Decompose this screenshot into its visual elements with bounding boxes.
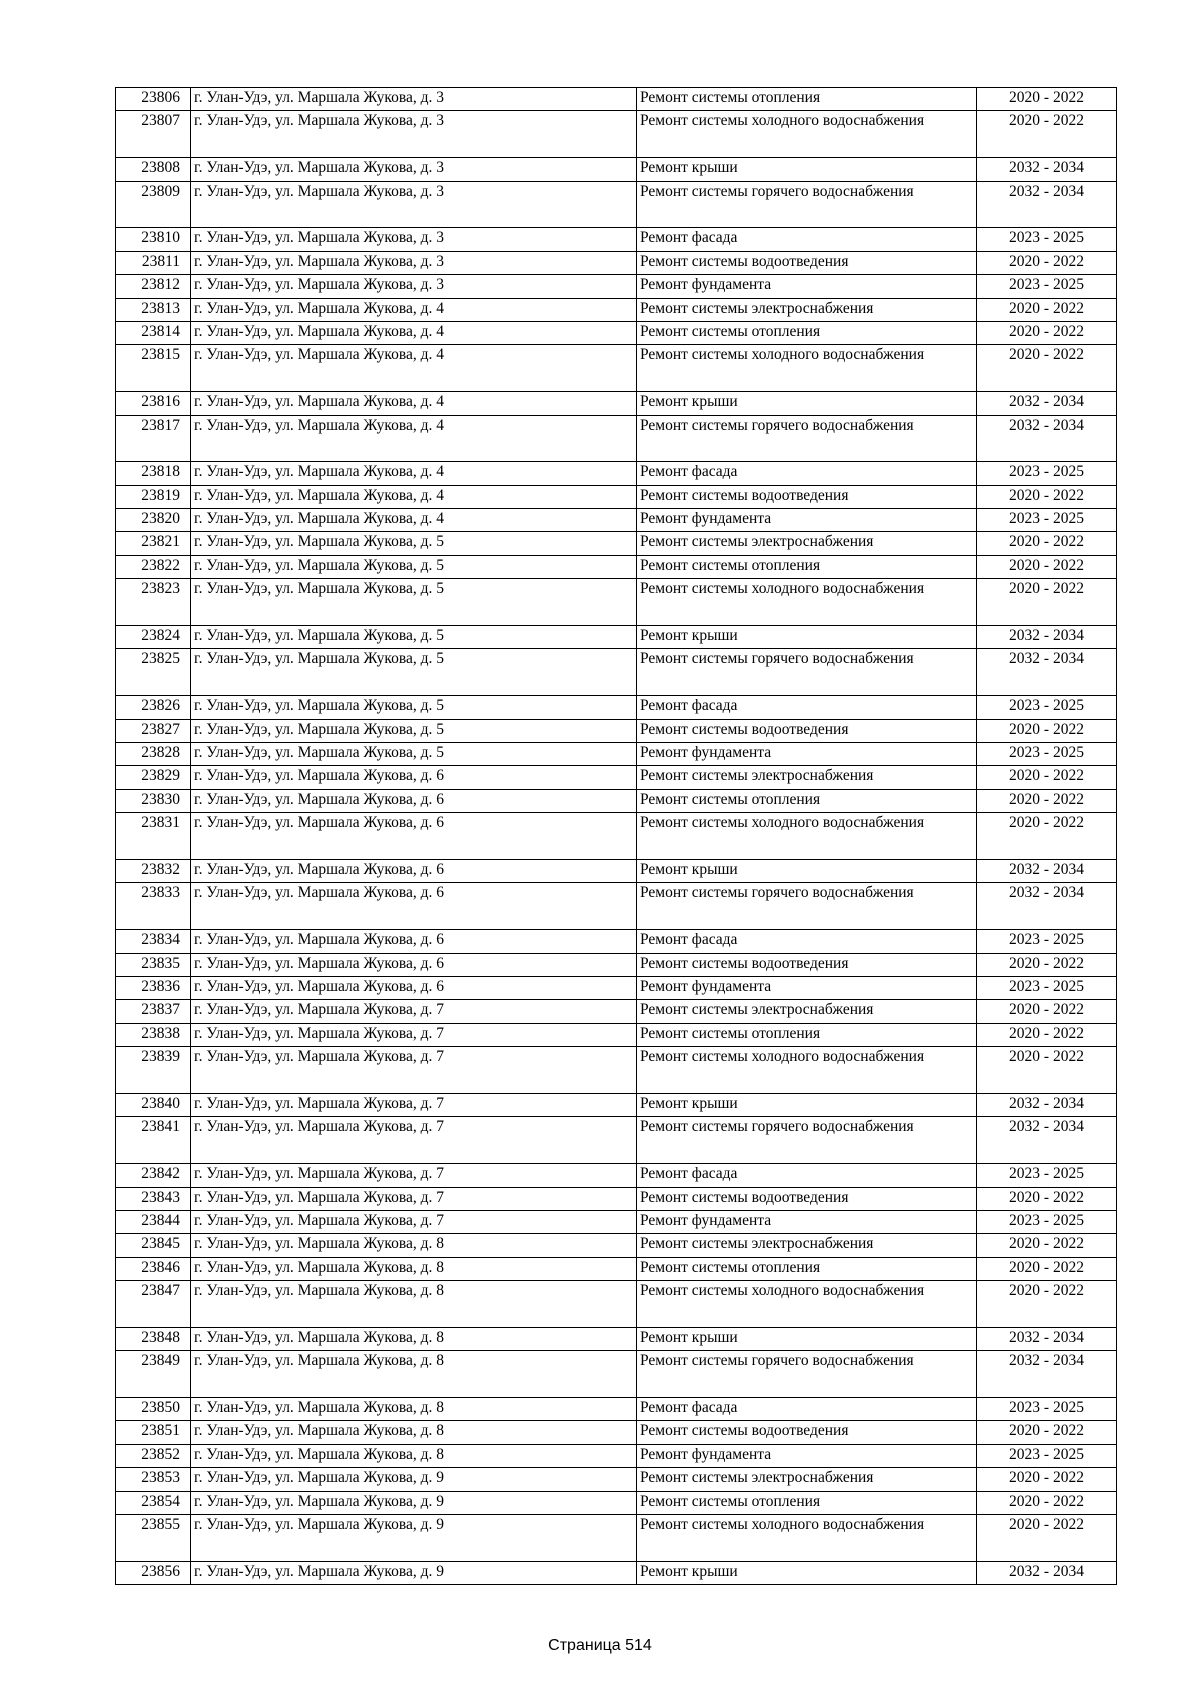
table-row (116, 719, 1117, 742)
address-cell: г. Улан-Удэ, ул. Маршала Жукова, д. 7 (191, 1093, 637, 1116)
row-number-cell: 23840 (116, 1093, 191, 1116)
work-type-cell: Ремонт системы горячего водоснабжения (637, 649, 977, 696)
row-number-cell: 23806 (116, 88, 191, 111)
work-type-cell: Ремонт фасада (637, 1398, 977, 1421)
row-number-cell: 23851 (116, 1421, 191, 1444)
period-cell: 2032 - 2034 (977, 1327, 1117, 1350)
work-type-cell: Ремонт системы отопления (637, 321, 977, 344)
period-cell: 2032 - 2034 (977, 1093, 1117, 1116)
address-cell: г. Улан-Удэ, ул. Маршала Жукова, д. 5 (191, 555, 637, 578)
row-number-cell: 23822 (116, 555, 191, 578)
address-cell: г. Улан-Удэ, ул. Маршала Жукова, д. 4 (191, 415, 637, 462)
row-number-cell: 23811 (116, 251, 191, 274)
row-number-cell: 23842 (116, 1164, 191, 1187)
address-cell: г. Улан-Удэ, ул. Маршала Жукова, д. 5 (191, 719, 637, 742)
page-number: Страница 514 (548, 1637, 652, 1654)
address-cell: г. Улан-Удэ, ул. Маршала Жукова, д. 7 (191, 1047, 637, 1094)
period-cell: 2020 - 2022 (977, 88, 1117, 111)
address-cell: г. Улан-Удэ, ул. Маршала Жукова, д. 4 (191, 509, 637, 532)
period-cell: 2020 - 2022 (977, 321, 1117, 344)
work-type-cell: Ремонт системы отопления (637, 1491, 977, 1514)
period-cell: 2020 - 2022 (977, 251, 1117, 274)
period-cell: 2020 - 2022 (977, 485, 1117, 508)
address-cell: г. Улан-Удэ, ул. Маршала Жукова, д. 9 (191, 1561, 637, 1584)
period-cell: 2032 - 2034 (977, 1351, 1117, 1398)
work-type-cell: Ремонт системы горячего водоснабжения (637, 883, 977, 930)
address-cell: г. Улан-Удэ, ул. Маршала Жукова, д. 7 (191, 1000, 637, 1023)
work-type-cell: Ремонт системы водоотведения (637, 953, 977, 976)
address-cell: г. Улан-Удэ, ул. Маршала Жукова, д. 8 (191, 1398, 637, 1421)
period-cell: 2023 - 2025 (977, 1398, 1117, 1421)
table-row (116, 1047, 1117, 1094)
table-row (116, 1468, 1117, 1491)
work-type-cell: Ремонт системы холодного водоснабжения (637, 345, 977, 392)
address-cell: г. Улан-Удэ, ул. Маршала Жукова, д. 5 (191, 743, 637, 766)
row-number-cell: 23849 (116, 1351, 191, 1398)
table-row (116, 953, 1117, 976)
table-row (116, 1351, 1117, 1398)
address-cell: г. Улан-Удэ, ул. Маршала Жукова, д. 3 (191, 88, 637, 111)
row-number-cell: 23831 (116, 813, 191, 860)
row-number-cell: 23841 (116, 1117, 191, 1164)
row-number-cell: 23853 (116, 1468, 191, 1491)
work-type-cell: Ремонт системы горячего водоснабжения (637, 1117, 977, 1164)
table-row (116, 345, 1117, 392)
table-row (116, 228, 1117, 251)
row-number-cell: 23832 (116, 860, 191, 883)
period-cell: 2020 - 2022 (977, 111, 1117, 158)
period-cell: 2020 - 2022 (977, 1468, 1117, 1491)
work-type-cell: Ремонт системы электроснабжения (637, 298, 977, 321)
period-cell: 2020 - 2022 (977, 555, 1117, 578)
address-cell: г. Улан-Удэ, ул. Маршала Жукова, д. 5 (191, 532, 637, 555)
address-cell: г. Улан-Удэ, ул. Маршала Жукова, д. 7 (191, 1187, 637, 1210)
row-number-cell: 23836 (116, 976, 191, 999)
work-type-cell: Ремонт крыши (637, 1327, 977, 1350)
table-row (116, 275, 1117, 298)
address-cell: г. Улан-Удэ, ул. Маршала Жукова, д. 6 (191, 766, 637, 789)
row-number-cell: 23844 (116, 1210, 191, 1233)
address-cell: г. Улан-Удэ, ул. Маршала Жукова, д. 6 (191, 883, 637, 930)
period-cell: 2032 - 2034 (977, 860, 1117, 883)
row-number-cell: 23833 (116, 883, 191, 930)
period-cell: 2020 - 2022 (977, 953, 1117, 976)
period-cell: 2020 - 2022 (977, 1281, 1117, 1328)
address-cell: г. Улан-Удэ, ул. Маршала Жукова, д. 3 (191, 111, 637, 158)
table-row (116, 111, 1117, 158)
period-cell: 2020 - 2022 (977, 298, 1117, 321)
period-cell: 2023 - 2025 (977, 275, 1117, 298)
period-cell: 2020 - 2022 (977, 766, 1117, 789)
row-number-cell: 23838 (116, 1023, 191, 1046)
period-cell: 2020 - 2022 (977, 579, 1117, 626)
table-row (116, 88, 1117, 111)
period-cell: 2023 - 2025 (977, 743, 1117, 766)
period-cell: 2023 - 2025 (977, 696, 1117, 719)
period-cell: 2020 - 2022 (977, 719, 1117, 742)
table-row (116, 532, 1117, 555)
row-number-cell: 23817 (116, 415, 191, 462)
work-type-cell: Ремонт системы горячего водоснабжения (637, 181, 977, 228)
table-row (116, 626, 1117, 649)
row-number-cell: 23843 (116, 1187, 191, 1210)
table-row (116, 579, 1117, 626)
table-row (116, 930, 1117, 953)
work-type-cell: Ремонт фундамента (637, 1444, 977, 1467)
work-type-cell: Ремонт фундамента (637, 275, 977, 298)
row-number-cell: 23807 (116, 111, 191, 158)
period-cell: 2023 - 2025 (977, 1210, 1117, 1233)
table-row (116, 1491, 1117, 1514)
address-cell: г. Улан-Удэ, ул. Маршала Жукова, д. 7 (191, 1164, 637, 1187)
work-type-cell: Ремонт фасада (637, 462, 977, 485)
table-row (116, 415, 1117, 462)
address-cell: г. Улан-Удэ, ул. Маршала Жукова, д. 8 (191, 1281, 637, 1328)
row-number-cell: 23810 (116, 228, 191, 251)
row-number-cell: 23845 (116, 1234, 191, 1257)
row-number-cell: 23839 (116, 1047, 191, 1094)
address-cell: г. Улан-Удэ, ул. Маршала Жукова, д. 6 (191, 789, 637, 812)
table-row (116, 743, 1117, 766)
row-number-cell: 23815 (116, 345, 191, 392)
table-row (116, 1281, 1117, 1328)
table-row (116, 1093, 1117, 1116)
address-cell: г. Улан-Удэ, ул. Маршала Жукова, д. 3 (191, 275, 637, 298)
table-row (116, 158, 1117, 181)
row-number-cell: 23820 (116, 509, 191, 532)
address-cell: г. Улан-Удэ, ул. Маршала Жукова, д. 8 (191, 1444, 637, 1467)
table-row (116, 789, 1117, 812)
period-cell: 2032 - 2034 (977, 158, 1117, 181)
row-number-cell: 23834 (116, 930, 191, 953)
work-type-cell: Ремонт системы отопления (637, 88, 977, 111)
work-type-cell: Ремонт крыши (637, 158, 977, 181)
row-number-cell: 23808 (116, 158, 191, 181)
table-row (116, 462, 1117, 485)
work-type-cell: Ремонт фундамента (637, 743, 977, 766)
work-type-cell: Ремонт системы электроснабжения (637, 1468, 977, 1491)
address-cell: г. Улан-Удэ, ул. Маршала Жукова, д. 6 (191, 976, 637, 999)
address-cell: г. Улан-Удэ, ул. Маршала Жукова, д. 8 (191, 1257, 637, 1280)
address-cell: г. Улан-Удэ, ул. Маршала Жукова, д. 4 (191, 298, 637, 321)
row-number-cell: 23809 (116, 181, 191, 228)
address-cell: г. Улан-Удэ, ул. Маршала Жукова, д. 6 (191, 930, 637, 953)
table-row (116, 1515, 1117, 1562)
table-row (116, 1257, 1117, 1280)
work-type-cell: Ремонт системы отопления (637, 789, 977, 812)
table-row (116, 181, 1117, 228)
work-type-cell: Ремонт фундамента (637, 509, 977, 532)
table-row (116, 1210, 1117, 1233)
period-cell: 2020 - 2022 (977, 789, 1117, 812)
row-number-cell: 23823 (116, 579, 191, 626)
table-row (116, 1561, 1117, 1584)
work-type-cell: Ремонт фасада (637, 930, 977, 953)
period-cell: 2020 - 2022 (977, 1000, 1117, 1023)
period-cell: 2023 - 2025 (977, 228, 1117, 251)
period-cell: 2032 - 2034 (977, 181, 1117, 228)
row-number-cell: 23850 (116, 1398, 191, 1421)
row-number-cell: 23827 (116, 719, 191, 742)
period-cell: 2023 - 2025 (977, 930, 1117, 953)
work-type-cell: Ремонт системы электроснабжения (637, 1000, 977, 1023)
table-row (116, 1444, 1117, 1467)
address-cell: г. Улан-Удэ, ул. Маршала Жукова, д. 8 (191, 1421, 637, 1444)
period-cell: 2020 - 2022 (977, 1491, 1117, 1514)
table-row (116, 1327, 1117, 1350)
period-cell: 2023 - 2025 (977, 1444, 1117, 1467)
row-number-cell: 23852 (116, 1444, 191, 1467)
period-cell: 2032 - 2034 (977, 626, 1117, 649)
table-row (116, 649, 1117, 696)
address-cell: г. Улан-Удэ, ул. Маршала Жукова, д. 4 (191, 462, 637, 485)
address-cell: г. Улан-Удэ, ул. Маршала Жукова, д. 5 (191, 579, 637, 626)
table-row (116, 555, 1117, 578)
table-row (116, 813, 1117, 860)
address-cell: г. Улан-Удэ, ул. Маршала Жукова, д. 9 (191, 1491, 637, 1514)
row-number-cell: 23812 (116, 275, 191, 298)
table-row (116, 251, 1117, 274)
table-row (116, 392, 1117, 415)
address-cell: г. Улан-Удэ, ул. Маршала Жукова, д. 4 (191, 345, 637, 392)
row-number-cell: 23825 (116, 649, 191, 696)
period-cell: 2023 - 2025 (977, 509, 1117, 532)
address-cell: г. Улан-Удэ, ул. Маршала Жукова, д. 3 (191, 181, 637, 228)
work-type-cell: Ремонт крыши (637, 1093, 977, 1116)
address-cell: г. Улан-Удэ, ул. Маршала Жукова, д. 3 (191, 228, 637, 251)
period-cell: 2020 - 2022 (977, 345, 1117, 392)
period-cell: 2032 - 2034 (977, 415, 1117, 462)
table-row (116, 1187, 1117, 1210)
address-cell: г. Улан-Удэ, ул. Маршала Жукова, д. 4 (191, 485, 637, 508)
row-number-cell: 23830 (116, 789, 191, 812)
row-number-cell: 23846 (116, 1257, 191, 1280)
period-cell: 2023 - 2025 (977, 462, 1117, 485)
work-type-cell: Ремонт системы горячего водоснабжения (637, 1351, 977, 1398)
period-cell: 2032 - 2034 (977, 1561, 1117, 1584)
period-cell: 2020 - 2022 (977, 1023, 1117, 1046)
work-type-cell: Ремонт системы электроснабжения (637, 532, 977, 555)
work-type-cell: Ремонт крыши (637, 860, 977, 883)
period-cell: 2032 - 2034 (977, 392, 1117, 415)
table-row (116, 860, 1117, 883)
address-cell: г. Улан-Удэ, ул. Маршала Жукова, д. 8 (191, 1351, 637, 1398)
work-type-cell: Ремонт фасада (637, 228, 977, 251)
work-type-cell: Ремонт системы водоотведения (637, 1187, 977, 1210)
table-body (116, 88, 1117, 1585)
address-cell: г. Улан-Удэ, ул. Маршала Жукова, д. 7 (191, 1117, 637, 1164)
work-type-cell: Ремонт системы электроснабжения (637, 766, 977, 789)
table-row (116, 696, 1117, 719)
period-cell: 2023 - 2025 (977, 976, 1117, 999)
period-cell: 2020 - 2022 (977, 1421, 1117, 1444)
work-type-cell: Ремонт системы водоотведения (637, 1421, 977, 1444)
address-cell: г. Улан-Удэ, ул. Маршала Жукова, д. 3 (191, 158, 637, 181)
address-cell: г. Улан-Удэ, ул. Маршала Жукова, д. 6 (191, 953, 637, 976)
address-cell: г. Улан-Удэ, ул. Маршала Жукова, д. 3 (191, 251, 637, 274)
work-type-cell: Ремонт крыши (637, 392, 977, 415)
address-cell: г. Улан-Удэ, ул. Маршала Жукова, д. 4 (191, 321, 637, 344)
work-type-cell: Ремонт системы холодного водоснабжения (637, 1515, 977, 1562)
work-type-cell: Ремонт системы холодного водоснабжения (637, 813, 977, 860)
row-number-cell: 23816 (116, 392, 191, 415)
address-cell: г. Улан-Удэ, ул. Маршала Жукова, д. 4 (191, 392, 637, 415)
table-row (116, 1234, 1117, 1257)
address-cell: г. Улан-Удэ, ул. Маршала Жукова, д. 5 (191, 649, 637, 696)
work-type-cell: Ремонт фасада (637, 696, 977, 719)
row-number-cell: 23835 (116, 953, 191, 976)
address-cell: г. Улан-Удэ, ул. Маршала Жукова, д. 5 (191, 696, 637, 719)
work-type-cell: Ремонт системы водоотведения (637, 719, 977, 742)
address-cell: г. Улан-Удэ, ул. Маршала Жукова, д. 8 (191, 1327, 637, 1350)
address-cell: г. Улан-Удэ, ул. Маршала Жукова, д. 8 (191, 1234, 637, 1257)
row-number-cell: 23829 (116, 766, 191, 789)
address-cell: г. Улан-Удэ, ул. Маршала Жукова, д. 5 (191, 626, 637, 649)
work-type-cell: Ремонт системы холодного водоснабжения (637, 111, 977, 158)
table-row (116, 766, 1117, 789)
work-type-cell: Ремонт системы холодного водоснабжения (637, 1047, 977, 1094)
table-row (116, 883, 1117, 930)
row-number-cell: 23819 (116, 485, 191, 508)
table-row (116, 1117, 1117, 1164)
address-cell: г. Улан-Удэ, ул. Маршала Жукова, д. 7 (191, 1023, 637, 1046)
work-type-cell: Ремонт системы водоотведения (637, 485, 977, 508)
table-row (116, 321, 1117, 344)
table-row (116, 485, 1117, 508)
table-row (116, 298, 1117, 321)
repair-schedule-table (115, 87, 1117, 1585)
period-cell: 2020 - 2022 (977, 1257, 1117, 1280)
address-cell: г. Улан-Удэ, ул. Маршала Жукова, д. 6 (191, 860, 637, 883)
row-number-cell: 23826 (116, 696, 191, 719)
address-cell: г. Улан-Удэ, ул. Маршала Жукова, д. 7 (191, 1210, 637, 1233)
row-number-cell: 23821 (116, 532, 191, 555)
period-cell: 2032 - 2034 (977, 649, 1117, 696)
table-row (116, 1164, 1117, 1187)
address-cell: г. Улан-Удэ, ул. Маршала Жукова, д. 9 (191, 1468, 637, 1491)
row-number-cell: 23818 (116, 462, 191, 485)
period-cell: 2032 - 2034 (977, 1117, 1117, 1164)
work-type-cell: Ремонт фасада (637, 1164, 977, 1187)
work-type-cell: Ремонт системы холодного водоснабжения (637, 579, 977, 626)
period-cell: 2023 - 2025 (977, 1164, 1117, 1187)
period-cell: 2032 - 2034 (977, 883, 1117, 930)
work-type-cell: Ремонт фундамента (637, 976, 977, 999)
work-type-cell: Ремонт крыши (637, 626, 977, 649)
work-type-cell: Ремонт системы холодного водоснабжения (637, 1281, 977, 1328)
row-number-cell: 23837 (116, 1000, 191, 1023)
row-number-cell: 23813 (116, 298, 191, 321)
work-type-cell: Ремонт крыши (637, 1561, 977, 1584)
period-cell: 2020 - 2022 (977, 1234, 1117, 1257)
row-number-cell: 23855 (116, 1515, 191, 1562)
table-row (116, 976, 1117, 999)
address-cell: г. Улан-Удэ, ул. Маршала Жукова, д. 9 (191, 1515, 637, 1562)
row-number-cell: 23854 (116, 1491, 191, 1514)
work-type-cell: Ремонт системы отопления (637, 1023, 977, 1046)
row-number-cell: 23824 (116, 626, 191, 649)
work-type-cell: Ремонт системы отопления (637, 1257, 977, 1280)
table-row (116, 1000, 1117, 1023)
work-type-cell: Ремонт системы горячего водоснабжения (637, 415, 977, 462)
table-row (116, 1398, 1117, 1421)
work-type-cell: Ремонт системы электроснабжения (637, 1234, 977, 1257)
row-number-cell: 23848 (116, 1327, 191, 1350)
period-cell: 2020 - 2022 (977, 532, 1117, 555)
row-number-cell: 23847 (116, 1281, 191, 1328)
period-cell: 2020 - 2022 (977, 1187, 1117, 1210)
table-row (116, 509, 1117, 532)
period-cell: 2020 - 2022 (977, 1515, 1117, 1562)
work-type-cell: Ремонт фундамента (637, 1210, 977, 1233)
table-row (116, 1023, 1117, 1046)
period-cell: 2020 - 2022 (977, 813, 1117, 860)
work-type-cell: Ремонт системы водоотведения (637, 251, 977, 274)
address-cell: г. Улан-Удэ, ул. Маршала Жукова, д. 6 (191, 813, 637, 860)
period-cell: 2020 - 2022 (977, 1047, 1117, 1094)
row-number-cell: 23828 (116, 743, 191, 766)
work-type-cell: Ремонт системы отопления (637, 555, 977, 578)
row-number-cell: 23814 (116, 321, 191, 344)
row-number-cell: 23856 (116, 1561, 191, 1584)
table-row (116, 1421, 1117, 1444)
